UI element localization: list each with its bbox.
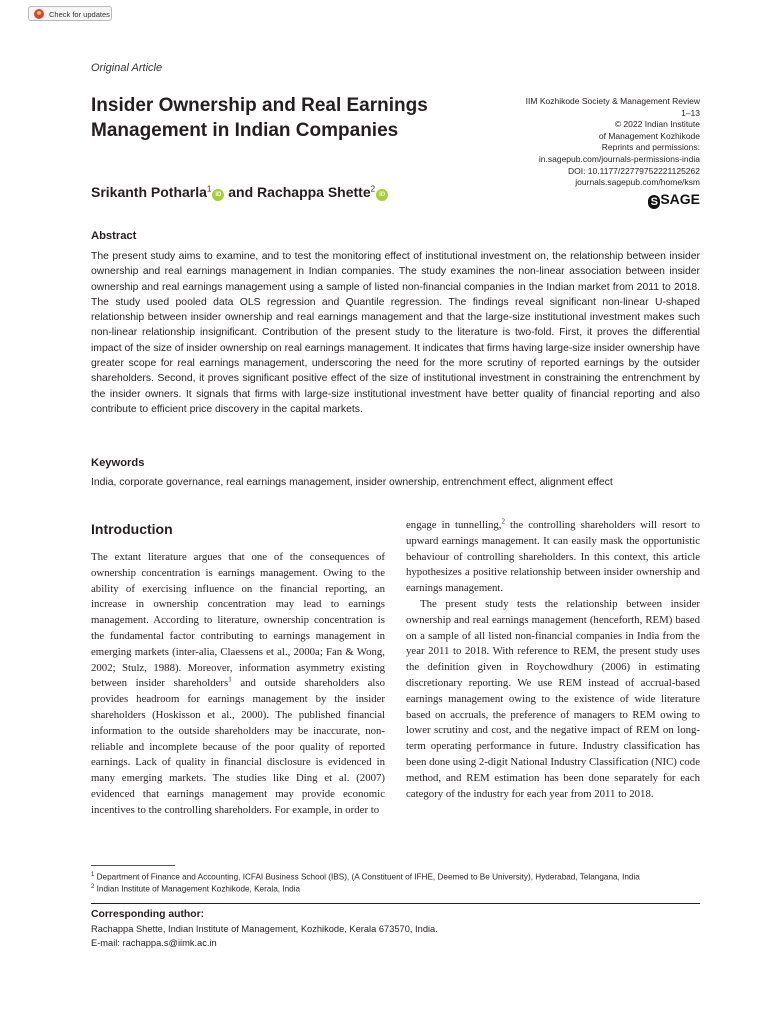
check-for-updates-button[interactable] xyxy=(28,6,112,21)
paragraph: The present study tests the relationship between insider ownership and real earnings management (henceforth, REM) based on a sample of all listed non-financial companies in India from the year 2011 to 2018. With reference to REM, the present study uses the definition given in Roychowdhury (2006) in estimating discretionary reporting. We use REM instead of accrual-based earnings management owing to the existence of wide literature based on accruals, the preference of managers to REM owing to lower scrutiny and cost, and the negative impact of REM on long-term operating performance in future. Industry classification has been done using 2-digit National Industry Classification (NIC) code method, and REM estimation has been done separately for each category of the industry for each year from 2011 to 2018. xyxy=(406,597,700,800)
body-column-right xyxy=(406,518,700,802)
footnote-text: Department of Finance and Accounting, ICFAI Business School (IBS), (A Constituent of IFHE, Deemed to Be University), Hyderabad, Telangana, India xyxy=(94,872,640,882)
permissions-link[interactable]: in.sagepub.com/journals-permissions-india xyxy=(538,153,700,164)
keywords-heading: Keywords xyxy=(91,457,145,469)
corresponding-heading: Corresponding author: xyxy=(91,909,205,920)
sage-logo xyxy=(648,191,700,209)
journal-name: IIM Kozhikode Society & Management Review xyxy=(525,96,700,106)
paragraph-text: The extant literature argues that one of the consequences of ownership concentration is earnings management. Owing to the ability of exercising influence on the financial reporting, an increase in ownership concentration may lead to earnings management. According to literature, ownership concentration is the fundamental factor contributing to earnings management in emerging markets (inter-alia, Claessens et al., 2000a; Fan & Wong, 2002; Stulz, 1988). Moreover, information asymmetry existing between insider shareholders xyxy=(91,551,385,690)
affiliation-mark: 2 xyxy=(370,184,376,194)
corresponding-email[interactable]: E-mail: rachappa.s@iimk.ac.in xyxy=(91,938,217,948)
journal-info xyxy=(526,96,700,189)
corresponding-address: Rachappa Shette, Indian Institute of Management, Kozhikode, Kerala 673570, India. xyxy=(91,924,438,934)
introduction-heading: Introduction xyxy=(91,521,173,537)
check-for-updates-label: Check for updates xyxy=(49,10,110,19)
article-type: Original Article xyxy=(91,62,163,74)
footnote-text: Indian Institute of Management Kozhikode, Kerala, India xyxy=(94,884,301,894)
footnote-ref[interactable]: 1 xyxy=(228,675,232,684)
footnote-divider xyxy=(91,865,175,866)
paragraph xyxy=(406,518,700,597)
footnote xyxy=(91,881,300,896)
author-joiner: and xyxy=(224,184,258,200)
journal-homepage-link[interactable]: journals.sagepub.com/home/ksm xyxy=(575,177,700,188)
doi[interactable]: DOI: 10.1177/22779752221125262 xyxy=(567,165,700,176)
copyright-holder: of Management Kozhikode xyxy=(598,130,700,141)
reprints-label: Reprints and permissions: xyxy=(601,142,700,153)
footnote-mark: 2 xyxy=(91,884,95,890)
sage-logo-icon: S xyxy=(648,195,660,209)
abstract-heading: Abstract xyxy=(91,230,137,242)
paragraph-text: engage in tunnelling, xyxy=(406,519,502,531)
paragraph xyxy=(91,550,385,819)
keywords-text: India, corporate governance, real earnings management, insider ownership, entrenchment effect, alignment effect xyxy=(91,477,613,488)
orcid-icon[interactable]: iD xyxy=(212,189,224,201)
corresponding-divider xyxy=(91,903,700,904)
affiliation-mark: 1 xyxy=(206,184,212,194)
author-name: Rachappa Shette xyxy=(257,184,371,200)
copyright-line: © 2022 Indian Institute xyxy=(614,119,700,130)
footnote-ref[interactable]: 2 xyxy=(501,517,505,526)
author-list xyxy=(91,184,388,201)
publisher-name: SAGE xyxy=(660,191,700,207)
paragraph-text: the controlling shareholders will resort to upward earnings management. It can easily mask the opportunistic behaviour of controlling shareholders. In this context, this article hypothesizes a positive relationship between insider ownership and earnings management. xyxy=(406,519,700,595)
paragraph-text: and outside shareholders also provides headroom for earnings management by the insider shareholders (Hoskisson et al., 2000). The published financial information to the outside shareholders may be inaccurate, non-reliable and incomplete because of the poor quality of reported earnings. Lack of quality in financial disclosure is evidenced in many emerging markets. The studies like Ding et al. (2007) evidenced that earnings management may provide economic incentives to the controlling shareholders. For example, in order to xyxy=(91,677,385,816)
body-column-left xyxy=(91,550,385,819)
author-name: Srikanth Potharla xyxy=(91,184,207,200)
crossmark-icon xyxy=(34,9,44,19)
footnote-mark: 1 xyxy=(91,872,95,878)
page-range: 1–13 xyxy=(681,107,700,118)
orcid-icon[interactable]: iD xyxy=(376,189,388,201)
abstract-text: The present study aims to examine, and to test the monitoring effect of institutional investment on, the relationship between insider ownership and real earnings management in Indian companies. The study examines the non-linear association between insider ownership and real earnings management using a sample of listed non-financial companies in the Indian market from 2011 to 2018. The study used pooled data OLS regression and Quantile regression. The findings reveal significant non-linear U-shaped relationship between insider ownership and real earnings management and that the large-size institutional investment makes such non-linear relationship insignificant. Contribution of the present study to the literature is two-fold. First, it proves the differential impact of the size of insider ownership on real earnings management. It indicates that firms having large-size insider ownership have greater scope for real earnings management, underscoring the need for the more scrutiny of reported earnings by the outsider shareholders. Second, it proves significant positive effect of the size of institutional investment in constraining the entrenchment by the insider owners. It signals that firms with large-size institutional investment have better quality of financial reporting and also contribute to efficient price discovery in the capital markets. xyxy=(91,251,700,415)
article-title: Insider Ownership and Real Earnings Management in Indian Companies xyxy=(91,95,428,141)
